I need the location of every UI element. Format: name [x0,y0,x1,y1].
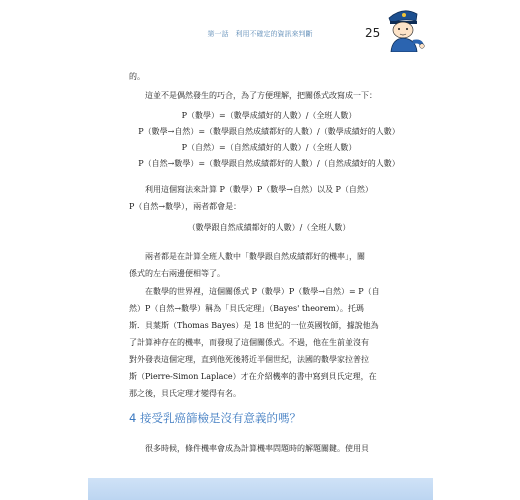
bottom-decorative-band [88,478,433,500]
formula-line: P（自然→數學）=（數學跟自然成績都好的人數）/（自然成績好的人數） [138,159,400,168]
paragraph-calculation [129,181,409,215]
formula-block [129,108,409,172]
paragraph-line: 利用這個寫法來計算 P（數學）P（數學→自然）以及 P（自然） [145,185,373,194]
page-number: 25 [365,26,381,40]
paragraph-equality [129,248,409,282]
paragraph-line: 斯（Pierre-Simon Laplace）才在介紹機率的書中寫到貝氏定理，在 [129,372,377,381]
paragraph-line: 兩者都是在計算全班人數中「數學跟自然成績都好的機率」，關 [145,252,365,261]
paragraph-line: 斯．貝葉斯（Thomas Bayes）是 18 世紀的一位英國牧師，據說他為 [129,321,379,330]
paragraph-line: 然）P（自然→數學）稱為「貝氏定理」（Bayes' theorem）。托瑪 [129,304,364,313]
paragraph-fragment: 的。 [129,72,145,81]
paragraph-line: 在數學的世界裡，這個關係式 P（數學）P（數學→自然）= P（自 [145,287,380,296]
paragraph-line: 了計算神存在的機率，而發現了這個關係式。不過，他在生前並沒有 [129,338,369,347]
paragraph-line: 那之後，貝氏定理才變得有名。 [129,389,241,398]
header-title: 第一話 利用不確定的資訊來判斷 [207,30,313,38]
formula-line: P（數學→自然）=（數學跟自然成績都好的人數）/（數學成績好的人數） [138,127,400,136]
paragraph-line: 係式的左右兩邊便相等了。 [129,269,225,278]
paragraph-line: 對外發表這個定理，直到他死後將近半個世紀，法國的數學家拉普拉 [129,355,369,364]
paragraph-line: P（自然→數學），兩者都會是： [129,202,242,211]
formula-line: P（自然）=（自然成績好的人數）/（全班人數） [181,143,357,152]
formula-result: （數學跟自然成績都好的人數）/（全班人數） [187,223,351,232]
paragraph-conditional-probability: 很多時候，條件機率會成為計算機率問題時的解題關鍵。使用貝 [145,444,369,453]
section-heading: 4 接受乳癌篩檢是沒有意義的嗎？ [129,411,301,425]
formula-line: P（數學）=（數學成績好的人數）/（全班人數） [181,111,357,120]
paragraph-bayes [129,283,409,402]
paragraph-intro: 這並不是偶然發生的巧合，為了方便理解，把關係式改寫成一下： [145,91,377,100]
police-officer-mascot-icon [383,6,425,52]
